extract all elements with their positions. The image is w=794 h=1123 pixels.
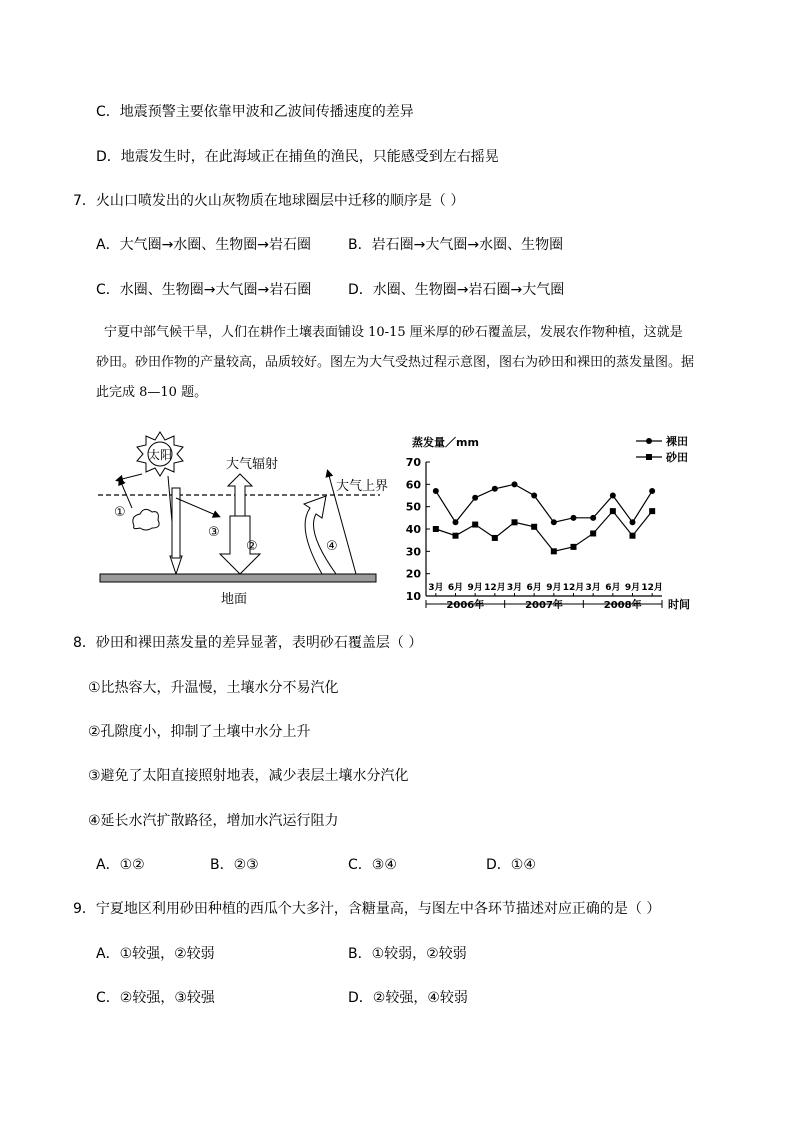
q9-option-c: C．②较强，③较强: [96, 990, 215, 1006]
label-3: ③: [208, 525, 220, 540]
y-tick-label: 40: [405, 523, 421, 536]
x-tick-label: 12月: [641, 583, 663, 593]
legend-marker-0: [646, 438, 652, 444]
data-point-1: [453, 533, 459, 539]
q8-option-d: D．①④: [486, 857, 536, 873]
upper-boundary-label: 大气上界: [336, 479, 389, 494]
legend-label-0: 裸田: [666, 435, 688, 448]
series-line-0: [436, 484, 652, 522]
data-point-1: [590, 530, 596, 536]
q6-option-c: C．地震预警主要依靠甲波和乙波间传播速度的差异: [96, 104, 414, 120]
x-tick-label: 9月: [467, 583, 483, 593]
year-label: 2006年: [446, 600, 485, 611]
data-point-1: [610, 508, 616, 514]
q9-option-a: A．①较强，②较弱: [96, 946, 215, 962]
x-tick-label: 9月: [624, 583, 641, 593]
q8-stem: 8．砂田和裸田蒸发量的差异显著，表明砂石覆盖层（ ）: [73, 635, 423, 651]
x-tick-label: 3月: [506, 583, 523, 593]
ground-label: 地面: [220, 592, 248, 607]
data-point-1: [531, 524, 537, 530]
year-label: 2008年: [603, 600, 642, 611]
data-point-1: [472, 522, 478, 528]
data-point-0: [433, 488, 439, 494]
q7-option-b: B．岩石圈→大气圈→水圈、生物圈: [348, 237, 564, 253]
passage-line-2: 砂田。砂田作物的产量较高，品质较好。图左为大气受热过程示意图，图右为砂田和裸田的蒸发量图。据: [96, 355, 695, 370]
q7-option-d: D．水圈、生物圈→岩石圈→大气圈: [348, 282, 565, 298]
q9-option-b: B．①较弱，②较弱: [348, 946, 467, 962]
chart-legend: [636, 434, 688, 464]
data-point-0: [630, 519, 636, 525]
q9-option-d: D．②较强，④较弱: [348, 990, 468, 1006]
data-point-1: [571, 544, 577, 550]
chart-ylabel: 蒸发量／mm: [412, 436, 479, 449]
x-tick-label: 9月: [546, 583, 562, 593]
y-tick-label: 30: [405, 545, 421, 559]
data-point-1: [433, 526, 439, 532]
q6-option-d: D．地震发生时，在此海域正在捕鱼的渔民，只能感受到左右摇晃: [96, 149, 499, 165]
q8-statement-2: ②孔隙度小，抑制了土壤中水分上升: [88, 724, 311, 740]
evaporation-chart: [394, 428, 704, 613]
series-line-1: [436, 511, 652, 551]
x-tick-label: 12月: [562, 583, 585, 593]
ground-bar: [100, 574, 376, 582]
data-point-1: [649, 508, 655, 514]
data-point-1: [630, 533, 636, 539]
data-point-0: [590, 515, 596, 521]
data-point-0: [551, 519, 557, 525]
q8-option-a: A．①②: [96, 857, 145, 873]
data-point-0: [610, 493, 616, 499]
data-point-1: [492, 535, 498, 541]
heating-process-diagram: [90, 428, 390, 613]
legend-marker-1: [646, 454, 652, 460]
x-tick-label: 6月: [447, 583, 464, 593]
x-tick-label: 12月: [484, 583, 506, 593]
year-label: 2007年: [525, 600, 563, 611]
q8-statement-4: ④延长水汽扩散路径，增加水汽运行阻力: [88, 813, 339, 829]
cloud-icon: [133, 509, 159, 530]
radiation-label: 大气辐射: [226, 457, 279, 472]
q8-option-b: B．②③: [210, 857, 259, 873]
q7-option-c: C．水圈、生物圈→大气圈→岩石圈: [96, 282, 312, 298]
y-tick-label: 60: [405, 478, 421, 492]
data-point-0: [531, 493, 537, 499]
q8-statement-1: ①比热容大，升温慢，土壤水分不易汽化: [88, 680, 339, 696]
passage-line-1: 宁夏中部气候干旱，人们在耕作土壤表面铺设 10-15 厘米厚的砂石覆盖层，发展农作物种植，这就是: [104, 325, 683, 340]
label-1: ①: [114, 505, 126, 520]
legend-label-1: 砂田: [666, 451, 688, 464]
q9-stem: 9．宁夏地区利用砂田种植的西瓜个大多汁，含糖量高，与图左中各环节描述对应正确的是（ ）: [73, 901, 661, 917]
q8-option-c: C．③④: [348, 857, 397, 873]
data-point-0: [512, 481, 518, 487]
data-point-0: [492, 486, 498, 492]
data-point-0: [472, 495, 478, 501]
x-tick-label: 3月: [428, 583, 444, 593]
label-4: ④: [326, 539, 338, 554]
y-tick-label: 20: [405, 567, 421, 581]
y-tick-label: 10: [405, 590, 421, 603]
data-point-1: [512, 519, 518, 525]
x-axis-label: 时间: [668, 598, 690, 611]
data-point-0: [649, 488, 655, 494]
label-2: ②: [246, 539, 258, 554]
y-tick-label: 50: [405, 500, 421, 514]
x-tick-label: 3月: [585, 583, 601, 593]
y-tick-label: 70: [405, 456, 421, 469]
q7-stem: 7．火山口喷发出的火山灰物质在地球圈层中迁移的顺序是（ ）: [73, 193, 465, 209]
passage: [96, 318, 726, 408]
q7-option-a: A．大气圈→水圈、生物圈→岩石圈: [96, 237, 312, 253]
q8-statement-3: ③避免了太阳直接照射地表，减少表层土壤水分汽化: [88, 768, 409, 784]
data-point-1: [551, 548, 557, 554]
data-point-0: [453, 519, 459, 525]
passage-line-3: 此完成 8—10 题。: [96, 385, 208, 400]
x-tick-label: 6月: [605, 583, 621, 593]
data-point-0: [571, 515, 577, 521]
x-tick-label: 6月: [526, 583, 542, 593]
sun-label: 太阳: [147, 448, 173, 462]
